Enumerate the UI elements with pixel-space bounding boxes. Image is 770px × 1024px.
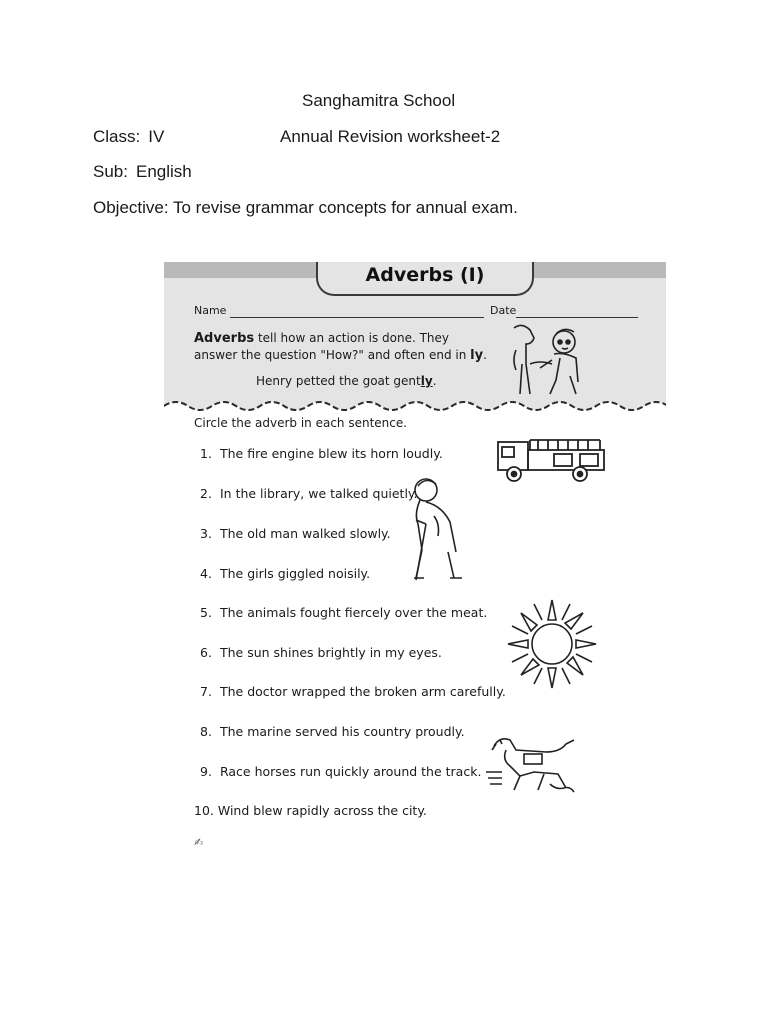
sentence-number: 3. <box>200 526 212 541</box>
sentence-text: The marine served his country proudly. <box>219 724 465 739</box>
sentence-text: In the library, we talked quietly. <box>219 486 418 501</box>
sentence-number: 10. <box>194 803 214 818</box>
sentence-item <box>200 764 481 779</box>
name-line <box>230 317 484 318</box>
worksheet-title: Adverbs (I) <box>365 264 485 286</box>
sentence-item <box>200 605 487 620</box>
sentence-item <box>200 645 442 660</box>
subject-value: English <box>135 162 192 181</box>
sentence-number: 5. <box>200 605 212 620</box>
old-man-with-cane-illustration <box>404 476 474 584</box>
class-label: Class: <box>93 127 141 146</box>
adverb-definition <box>194 330 494 364</box>
sentence-item <box>200 486 418 501</box>
adverbs-worksheet <box>164 262 666 862</box>
wavy-divider <box>164 398 666 414</box>
example-sentence <box>256 374 437 388</box>
sun-illustration <box>504 596 600 692</box>
sentence-text: The fire engine blew its horn loudly. <box>219 446 443 461</box>
class-value: IV <box>148 127 165 146</box>
sentence-item <box>200 526 391 541</box>
title-tab <box>316 262 534 296</box>
school-name: Sanghamitra School <box>302 91 456 110</box>
instruction-text: Circle the adverb in each sentence. <box>194 416 408 430</box>
sentence-item <box>200 446 443 461</box>
subject-line <box>93 162 192 182</box>
sentence-number: 6. <box>200 645 212 660</box>
sentence-text: The animals fought fiercely over the meat. <box>219 605 488 620</box>
sentence-text: The old man walked slowly. <box>219 526 391 541</box>
sentence-item <box>200 566 370 581</box>
objective-text: Objective: To revise grammar concepts for annual exam. <box>93 198 518 217</box>
subject-label: Sub: <box>93 162 128 181</box>
class-line <box>93 127 164 147</box>
sentence-text: The girls giggled noisily. <box>219 566 371 581</box>
sentence-number: 7. <box>200 684 212 699</box>
sentence-text: The sun shines brightly in my eyes. <box>219 645 442 660</box>
example-end: . <box>432 374 437 388</box>
definition-suffix: ly <box>470 348 484 363</box>
sentence-text: The doctor wrapped the broken arm carefully. <box>219 684 506 699</box>
worksheet-heading: Annual Revision worksheet-2 <box>280 127 501 146</box>
sentence-number: 8. <box>200 724 212 739</box>
example-suffix: ly <box>420 374 433 388</box>
definition-term: Adverbs <box>194 331 255 346</box>
sentence-number: 1. <box>200 446 212 461</box>
fire-engine-illustration <box>494 432 608 484</box>
definition-end: . <box>483 348 487 362</box>
corner-mark: ✍ <box>194 836 204 849</box>
sentence-text: Race horses run quickly around the track. <box>219 764 482 779</box>
sentence-number: 4. <box>200 566 212 581</box>
sentence-item <box>200 724 465 739</box>
sentence-text: Wind blew rapidly across the city. <box>217 803 427 818</box>
date-line <box>516 317 638 318</box>
date-label: Date <box>490 304 517 317</box>
sentence-item <box>194 803 427 818</box>
sentence-number: 9. <box>200 764 212 779</box>
example-prefix: Henry petted the goat gent <box>256 374 421 388</box>
race-horse-illustration <box>486 732 582 800</box>
boy-and-goat-illustration <box>504 320 598 400</box>
name-label: Name <box>194 304 227 317</box>
definition-text: tell how an action is done. They answer the question "How?" and often end in <box>194 331 471 362</box>
sentence-number: 2. <box>200 486 212 501</box>
sentence-item <box>200 684 506 699</box>
